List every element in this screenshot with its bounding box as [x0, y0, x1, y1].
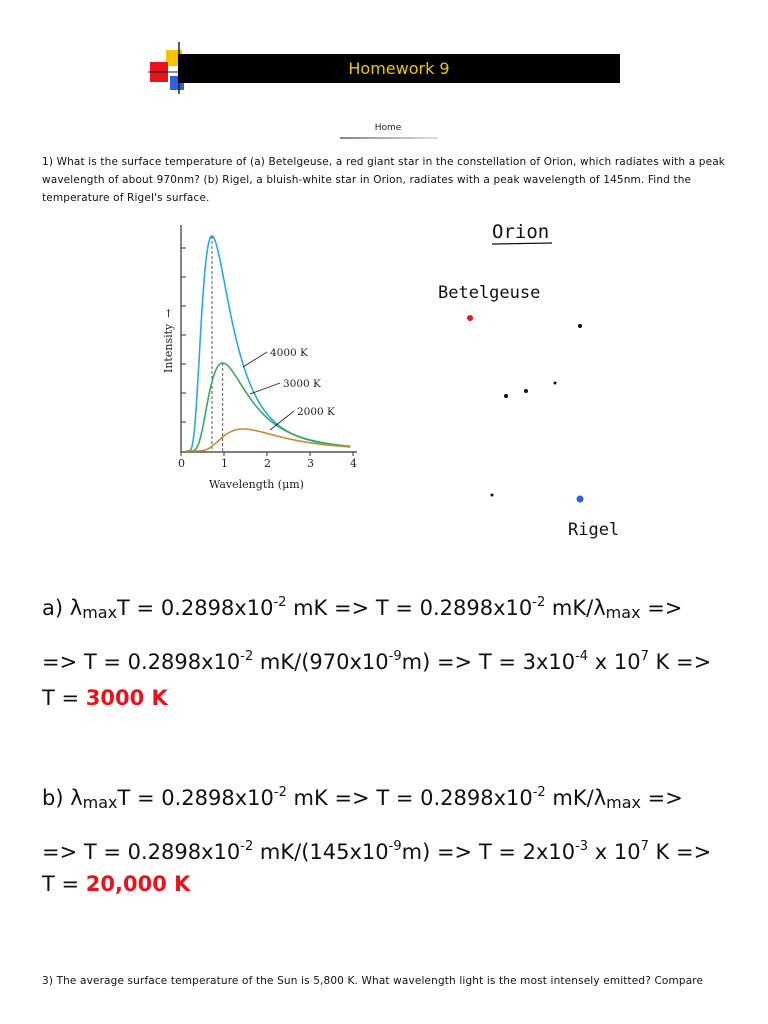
orion-star-icon	[578, 324, 582, 328]
orion-star-icon	[524, 389, 528, 393]
answer-a-value: 3000 K	[85, 686, 168, 710]
orion-star-icon	[554, 382, 557, 385]
rigel-star-icon	[577, 496, 584, 503]
x-tick-label: 1	[221, 457, 228, 470]
page-title: Homework 9	[348, 59, 450, 78]
home-link[interactable]: Home	[374, 123, 402, 133]
betelgeuse-label: Betelgeuse	[438, 283, 541, 303]
x-tick-label: 2	[264, 457, 271, 470]
answer-a-line-2: => $T = 0.2898x10^{-2}$ $mK/(970x10^{-9}m) => T = 3x10^{-4}$ x $10^7$ K =>	[42, 649, 712, 674]
betelgeuse-star-icon	[467, 315, 473, 321]
answer-a-line-1: a) $\lambda_{max}T = 0.2898x10^{-2}$ mK => $T = 0.2898x10^{-2}$ $mK/\lambda_{max}$ =>	[42, 595, 683, 622]
x-tick-label: 4	[350, 457, 357, 470]
orion-title: Orion	[492, 221, 550, 243]
series-line-2	[186, 429, 350, 451]
answer-a-result: T = 3000 K	[42, 686, 168, 710]
orion-star-icon	[504, 394, 508, 398]
series-label-1: 3000 K	[283, 378, 321, 390]
x-tick-label: 3	[307, 457, 314, 470]
question-3-text: 3) The average surface temperature of the Sun is 5,800 K. What wavelength light is the most intensely emitted? Compare	[42, 975, 704, 987]
orion-star-icon	[491, 494, 494, 497]
y-axis-arrow: →	[162, 308, 175, 318]
series-label-0: 4000 K	[270, 347, 308, 359]
answer-b-line-2: => $T = 0.2898x10^{-2}$ $mK/(145x10^{-9}m) => T = 2x10^{-3}$ x $10^7$ K =>	[42, 839, 712, 864]
orion-sketch	[420, 210, 660, 550]
series-label-pointer-1	[250, 383, 280, 394]
series-labels	[243, 347, 335, 430]
series-label-2: 2000 K	[297, 406, 335, 418]
x-axis-label: Wavelength (μm)	[209, 478, 304, 491]
home-divider	[340, 137, 438, 139]
answer-b-line-1: b) $\lambda_{max}T = 0.2898x10^{-2}$ mK => $T = 0.2898x10^{-2}$ $mK/\lambda_{max}$ =>	[42, 785, 683, 812]
orion-underline	[492, 243, 552, 244]
blackbody-chart	[155, 215, 370, 495]
rigel-label: Rigel	[568, 520, 620, 540]
x-tick-label: 0	[178, 457, 185, 470]
y-axis-label: Intensity	[162, 323, 175, 373]
series-curves	[186, 236, 350, 451]
answer-b-result: T = 20,000 K	[42, 872, 191, 896]
y-ticks	[181, 248, 186, 422]
x-ticks	[178, 452, 357, 470]
question-1-text: 1) What is the surface temperature of (a) Betelgeuse, a red giant star in the constellation of Orion, which radiates with a peak wavelength of about 970nm? (b) Rigel, a bluish-white star in Orion, radiates with a peak wavelength of 145nm. Find the temperature of Rigel's surface.	[42, 156, 726, 204]
answer-b-value: 20,000 K	[85, 872, 191, 896]
series-label-pointer-0	[243, 352, 267, 367]
